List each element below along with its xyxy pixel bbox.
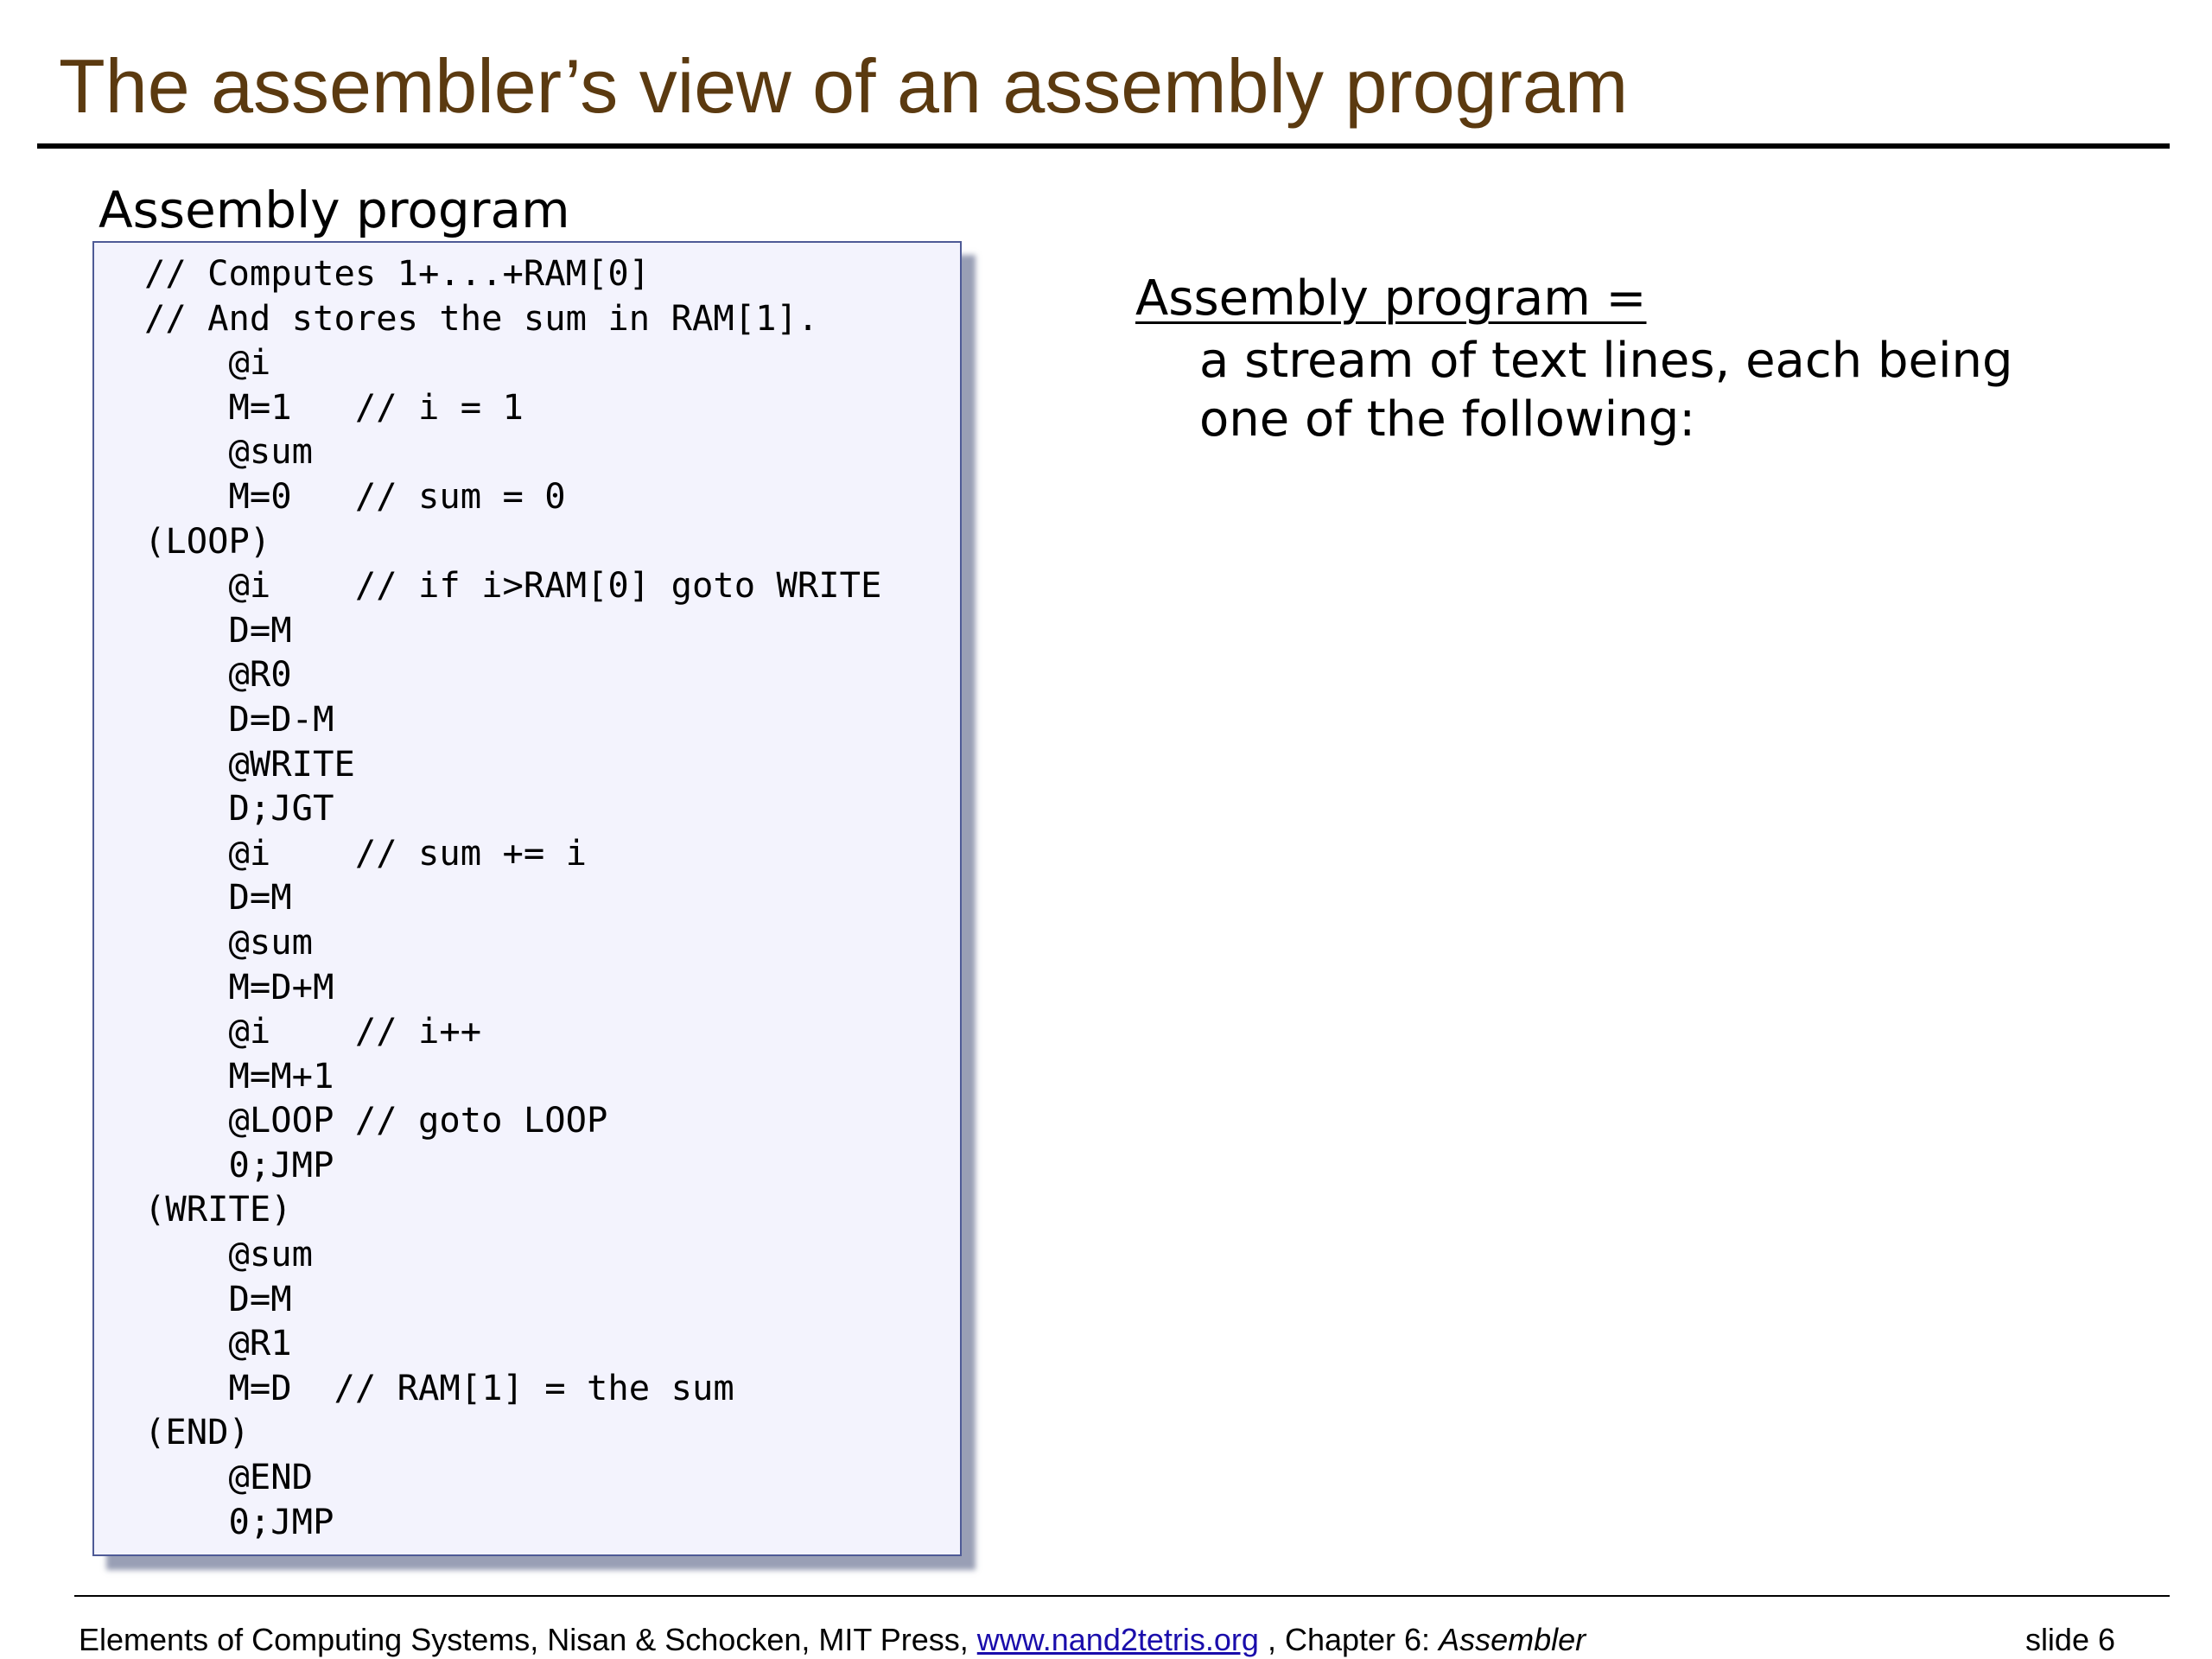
footer-credits — [79, 1621, 1586, 1659]
code-line: M=M+1 — [144, 1054, 334, 1096]
slide-title: The assembler’s view of an assembly program — [59, 43, 1629, 129]
code-line: 0;JMP — [144, 1143, 334, 1185]
code-line: (WRITE) — [144, 1188, 292, 1230]
code-line: @sum — [144, 920, 314, 963]
footer-divider — [74, 1595, 2170, 1597]
code-line: @WRITE — [144, 742, 355, 785]
code-line: @i // sum += i — [144, 831, 588, 874]
code-line: (END) — [144, 1411, 250, 1453]
code-line: @LOOP // goto LOOP — [144, 1099, 608, 1141]
code-line: // And stores the sum in RAM[1]. — [144, 296, 819, 339]
definition-term: Assembly program = — [1135, 270, 1647, 327]
code-line: @END — [144, 1456, 314, 1498]
code-line: // Computes 1+...+RAM[0] — [144, 252, 651, 294]
definition-line: a stream of text lines, each being — [1199, 333, 2013, 389]
definition-line: one of the following: — [1199, 391, 1696, 448]
code-listing-box — [92, 241, 962, 1556]
footer-chapter-name: Assembler — [1439, 1622, 1586, 1657]
code-line: @i // if i>RAM[0] goto WRITE — [144, 564, 882, 607]
code-line: D=M — [144, 608, 292, 651]
code-listing — [144, 251, 881, 1544]
slide-number: slide 6 — [2024, 1622, 2115, 1657]
footer-chapter-label: , Chapter 6: — [1267, 1622, 1431, 1657]
code-line: @sum — [144, 430, 314, 473]
code-line: @R0 — [144, 653, 292, 696]
definition-text — [1199, 332, 2013, 449]
code-line: M=1 // i = 1 — [144, 385, 524, 428]
code-line: M=0 // sum = 0 — [144, 474, 566, 517]
code-line: D;JGT — [144, 787, 334, 830]
code-panel-heading: Assembly program — [99, 181, 570, 239]
code-line: D=M — [144, 1277, 292, 1319]
footer-link[interactable]: www.nand2tetris.org — [976, 1622, 1259, 1657]
code-line: M=D // RAM[1] = the sum — [144, 1366, 734, 1408]
code-line: D=D-M — [144, 697, 334, 740]
code-line: @R1 — [144, 1322, 292, 1364]
code-line: 0;JMP — [144, 1500, 334, 1542]
code-line: M=D+M — [144, 965, 334, 1007]
title-divider — [37, 143, 2170, 149]
code-line: (LOOP) — [144, 519, 271, 562]
footer-credit-text: Elements of Computing Systems, Nisan & Schocken, MIT Press, — [79, 1622, 969, 1657]
code-line: @i — [144, 341, 271, 384]
code-line: @sum — [144, 1233, 314, 1275]
code-line: D=M — [144, 876, 292, 918]
code-line: @i // i++ — [144, 1010, 482, 1052]
